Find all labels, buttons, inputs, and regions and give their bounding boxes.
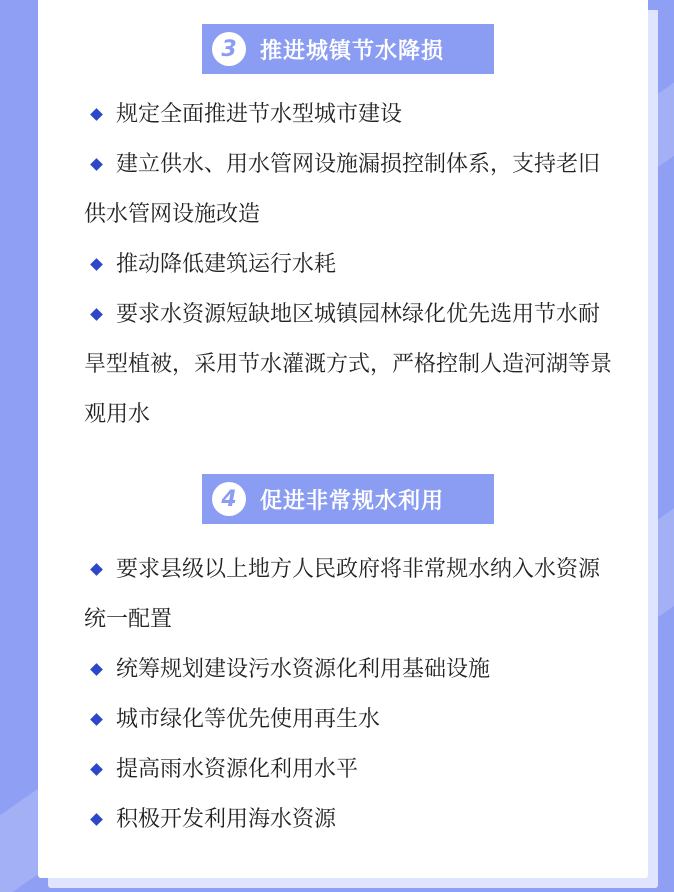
list-item bbox=[84, 90, 612, 140]
diamond-bullet-icon bbox=[90, 663, 103, 676]
diamond-bullet-icon bbox=[90, 813, 103, 826]
list-item bbox=[84, 645, 612, 695]
list-item bbox=[84, 140, 612, 240]
diamond-bullet-icon bbox=[90, 713, 103, 726]
section-3-list bbox=[84, 90, 612, 440]
diamond-bullet-icon bbox=[90, 763, 103, 776]
diamond-bullet-icon bbox=[90, 258, 103, 271]
list-item-text: 要求水资源短缺地区城镇园林绿化优先选用节水耐旱型植被，采用节水灌溉方式，严格控制人造河湖等景观用水 bbox=[84, 302, 613, 427]
list-item-text: 积极开发利用海水资源 bbox=[116, 807, 337, 832]
list-item bbox=[84, 745, 612, 795]
list-item bbox=[84, 795, 612, 845]
diamond-bullet-icon bbox=[90, 308, 103, 321]
list-item bbox=[84, 545, 612, 645]
diamond-bullet-icon bbox=[90, 108, 103, 121]
list-item-text: 统筹规划建设污水资源化利用基础设施 bbox=[116, 657, 491, 682]
section-header-4 bbox=[202, 474, 494, 524]
diamond-bullet-icon bbox=[90, 158, 103, 171]
section-title: 促进非常规水利用 bbox=[260, 488, 445, 514]
section-number-badge: 3 bbox=[212, 32, 246, 66]
section-title: 推进城镇节水降损 bbox=[260, 38, 445, 64]
list-item bbox=[84, 290, 612, 440]
list-item-text: 建立供水、用水管网设施漏损控制体系，支持老旧供水管网设施改造 bbox=[84, 152, 601, 227]
section-header-3 bbox=[202, 24, 494, 74]
list-item-text: 推动降低建筑运行水耗 bbox=[116, 252, 337, 277]
diamond-bullet-icon bbox=[90, 563, 103, 576]
list-item-text: 提高雨水资源化利用水平 bbox=[116, 757, 359, 782]
list-item bbox=[84, 240, 612, 290]
section-4-list bbox=[84, 545, 612, 845]
section-number-badge: 4 bbox=[212, 482, 246, 516]
list-item-text: 要求县级以上地方人民政府将非常规水纳入水资源统一配置 bbox=[84, 557, 601, 632]
list-item-text: 城市绿化等优先使用再生水 bbox=[116, 707, 381, 732]
list-item bbox=[84, 695, 612, 745]
list-item-text: 规定全面推进节水型城市建设 bbox=[116, 102, 403, 127]
